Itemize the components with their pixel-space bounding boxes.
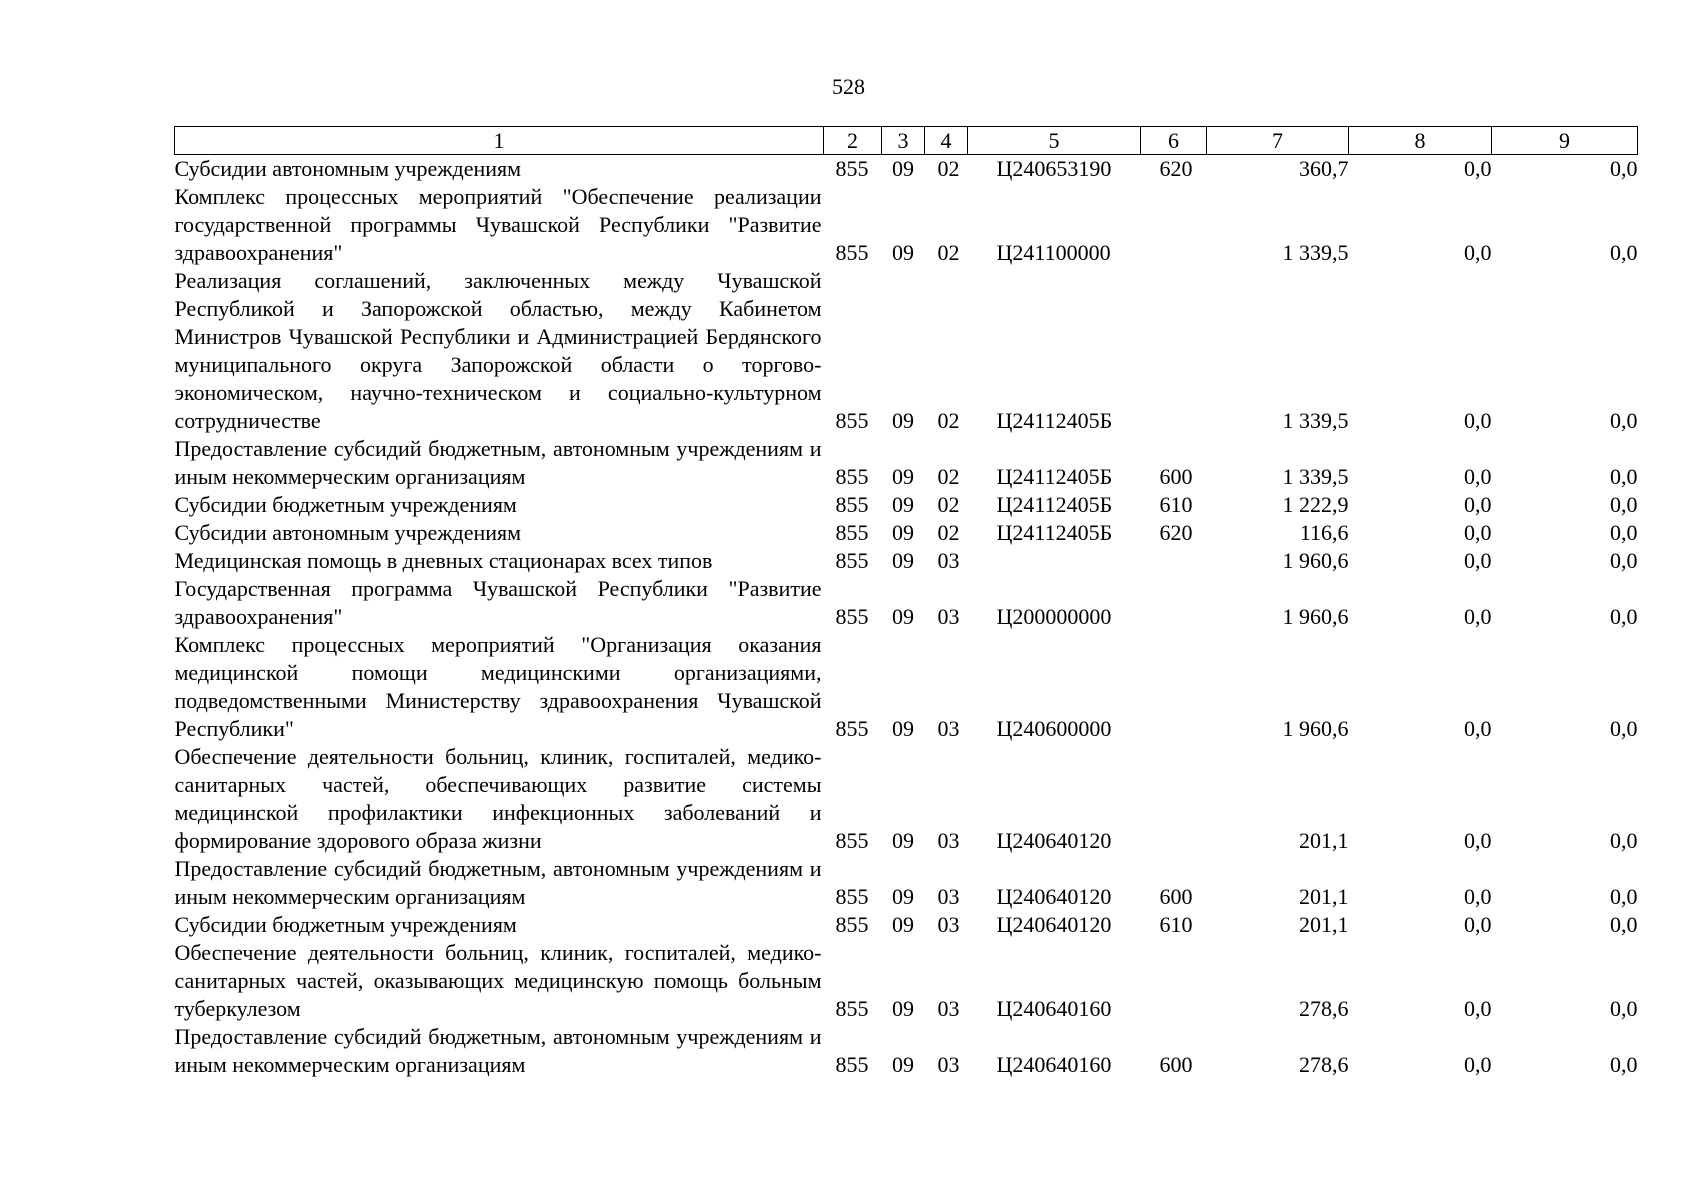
amount-col9-cell: 0,0 [1610, 520, 1638, 545]
column-header: 9 [1492, 127, 1638, 155]
row-name-cell: Субсидии автономным учреждениям [174, 156, 522, 181]
row-name-cell: Субсидии бюджетным учреждениям [174, 912, 517, 937]
section-code-cell: 09 [892, 1052, 914, 1077]
table-row [175, 155, 1638, 184]
row-name-cell: Обеспечение деятельности больниц, клиник, госпиталей, медико-санитарных частей, обеспечивающих развитие системы медицинской профилактики инфекционных заболеваний и формирование здорового образа жизни [174, 744, 822, 853]
expense-type-cell [1141, 939, 1207, 1023]
column-header: 4 [925, 127, 968, 155]
amount-col8-cell: 0,0 [1464, 884, 1492, 909]
target-article-cell: Ц24112405Б [996, 408, 1113, 433]
target-article-cell: Ц240640120 [996, 828, 1112, 853]
target-article-cell: Ц240600000 [996, 716, 1112, 741]
ministry-code-cell: 855 [835, 156, 869, 181]
subsection-code-cell: 03 [937, 912, 960, 937]
amount-col7-cell: 201,1 [1299, 884, 1349, 909]
target-article-cell: Ц240640160 [996, 996, 1112, 1021]
target-article-cell: Ц240640120 [996, 884, 1112, 909]
target-article-cell: Ц24112405Б [996, 492, 1113, 517]
amount-col7-cell: 201,1 [1299, 912, 1349, 937]
amount-col9-cell: 0,0 [1610, 912, 1638, 937]
column-header: 2 [824, 127, 882, 155]
amount-col9-cell: 0,0 [1610, 408, 1638, 433]
subsection-code-cell: 02 [937, 156, 960, 181]
amount-col7-cell: 1 960,6 [1282, 716, 1349, 741]
amount-col9-cell: 0,0 [1610, 464, 1638, 489]
ministry-code-cell: 855 [835, 492, 869, 517]
expense-type-cell [1141, 547, 1207, 575]
subsection-code-cell: 02 [937, 520, 960, 545]
row-name-cell: Предоставление субсидий бюджетным, автономным учреждениям и иным некоммерческим организациям [174, 1024, 822, 1077]
row-name-cell: Медицинская помощь в дневных стационарах всех типов [174, 548, 713, 573]
table-row [175, 1023, 1638, 1079]
target-article-cell: Ц240640120 [996, 912, 1112, 937]
table-row [175, 435, 1638, 491]
ministry-code-cell: 855 [835, 912, 869, 937]
expense-type-cell: 600 [1159, 464, 1193, 489]
subsection-code-cell: 03 [937, 604, 960, 629]
amount-col8-cell: 0,0 [1464, 828, 1492, 853]
amount-col7-cell: 1 960,6 [1282, 548, 1349, 573]
section-code-cell: 09 [892, 156, 914, 181]
amount-col8-cell: 0,0 [1464, 156, 1492, 181]
amount-col9-cell: 0,0 [1610, 240, 1638, 265]
ministry-code-cell: 855 [835, 996, 869, 1021]
section-code-cell: 09 [892, 548, 914, 573]
amount-col8-cell: 0,0 [1464, 996, 1492, 1021]
column-header: 7 [1207, 127, 1349, 155]
amount-col8-cell: 0,0 [1464, 1052, 1492, 1077]
table-row [175, 547, 1638, 575]
ministry-code-cell: 855 [835, 520, 869, 545]
column-header: 6 [1141, 127, 1207, 155]
amount-col9-cell: 0,0 [1610, 492, 1638, 517]
subsection-code-cell: 03 [937, 548, 960, 573]
amount-col8-cell: 0,0 [1464, 408, 1492, 433]
subsection-code-cell: 03 [937, 716, 960, 741]
ministry-code-cell: 855 [835, 240, 869, 265]
table-row [175, 575, 1638, 631]
table-body [175, 155, 1638, 1080]
amount-col9-cell: 0,0 [1610, 716, 1638, 741]
expense-type-cell [1141, 183, 1207, 267]
target-article-cell [968, 547, 1141, 575]
subsection-code-cell: 03 [937, 828, 960, 853]
section-code-cell: 09 [892, 912, 914, 937]
amount-col9-cell: 0,0 [1610, 604, 1638, 629]
amount-col7-cell: 278,6 [1299, 1052, 1349, 1077]
target-article-cell: Ц241100000 [996, 240, 1111, 265]
ministry-code-cell: 855 [835, 604, 869, 629]
section-code-cell: 09 [892, 520, 914, 545]
table-row [175, 743, 1638, 855]
column-header: 3 [882, 127, 925, 155]
section-code-cell: 09 [892, 604, 914, 629]
amount-col8-cell: 0,0 [1464, 520, 1492, 545]
amount-col9-cell: 0,0 [1610, 156, 1638, 181]
amount-col8-cell: 0,0 [1464, 240, 1492, 265]
page-number: 528 [832, 74, 865, 99]
amount-col9-cell: 0,0 [1610, 884, 1638, 909]
amount-col7-cell: 1 339,5 [1282, 464, 1349, 489]
row-name-cell: Реализация соглашений, заключенных между Чувашской Республикой и Запорожской областью, между Кабинетом Министров Чувашской Республики и Администрацией Бердянского муниципального округа Запорожской области о торгово-экономическом, научно-техническом и социально-культурном сотрудничестве [174, 268, 822, 433]
amount-col9-cell: 0,0 [1610, 996, 1638, 1021]
table-row [175, 631, 1638, 743]
expense-type-cell [1141, 267, 1207, 435]
ministry-code-cell: 855 [835, 828, 869, 853]
expense-type-cell [1141, 743, 1207, 855]
row-name-cell: Предоставление субсидий бюджетным, автономным учреждениям и иным некоммерческим организациям [174, 436, 822, 489]
target-article-cell: Ц24112405Б [996, 520, 1113, 545]
amount-col8-cell: 0,0 [1464, 912, 1492, 937]
amount-col9-cell: 0,0 [1610, 828, 1638, 853]
subsection-code-cell: 03 [937, 1052, 960, 1077]
table-row [175, 491, 1638, 519]
subsection-code-cell: 03 [937, 996, 960, 1021]
row-name-cell: Государственная программа Чувашской Республики "Развитие здравоохранения" [174, 576, 822, 629]
expense-type-cell: 620 [1159, 156, 1193, 181]
amount-col7-cell: 360,7 [1299, 156, 1349, 181]
section-code-cell: 09 [892, 240, 914, 265]
ministry-code-cell: 855 [835, 716, 869, 741]
subsection-code-cell: 02 [937, 464, 960, 489]
table-row [175, 183, 1638, 267]
row-name-cell: Обеспечение деятельности больниц, клиник, госпиталей, медико-санитарных частей, оказывающих медицинскую помощь больным туберкулезом [174, 940, 822, 1021]
subsection-code-cell: 02 [937, 408, 960, 433]
amount-col8-cell: 0,0 [1464, 716, 1492, 741]
ministry-code-cell: 855 [835, 408, 869, 433]
amount-col7-cell: 1 222,9 [1282, 492, 1349, 517]
target-article-cell: Ц24112405Б [996, 464, 1113, 489]
amount-col7-cell: 1 339,5 [1282, 240, 1349, 265]
ministry-code-cell: 855 [835, 884, 869, 909]
column-header: 5 [968, 127, 1141, 155]
section-code-cell: 09 [892, 408, 914, 433]
expense-type-cell [1141, 631, 1207, 743]
section-code-cell: 09 [892, 492, 914, 517]
expense-type-cell: 600 [1159, 884, 1193, 909]
table-row [175, 267, 1638, 435]
subsection-code-cell: 02 [937, 240, 960, 265]
budget-table [174, 126, 1638, 1079]
row-name-cell: Субсидии автономным учреждениям [174, 520, 522, 545]
target-article-cell: Ц200000000 [996, 604, 1112, 629]
section-code-cell: 09 [892, 996, 914, 1021]
section-code-cell: 09 [892, 828, 914, 853]
expense-type-cell: 620 [1159, 520, 1193, 545]
amount-col8-cell: 0,0 [1464, 604, 1492, 629]
column-header: 1 [175, 127, 824, 155]
subsection-code-cell: 02 [937, 492, 960, 517]
amount-col7-cell: 116,6 [1299, 520, 1349, 545]
column-header: 8 [1349, 127, 1492, 155]
ministry-code-cell: 855 [835, 548, 869, 573]
section-code-cell: 09 [892, 716, 914, 741]
amount-col8-cell: 0,0 [1464, 464, 1492, 489]
row-name-cell: Комплекс процессных мероприятий "Обеспечение реализации государственной программы Чувашской Республики "Развитие здравоохранения" [174, 184, 822, 265]
row-name-cell: Предоставление субсидий бюджетным, автономным учреждениям и иным некоммерческим организациям [174, 856, 822, 909]
expense-type-cell [1141, 575, 1207, 631]
amount-col7-cell: 1 339,5 [1282, 408, 1349, 433]
amount-col7-cell: 278,6 [1299, 996, 1349, 1021]
target-article-cell: Ц240653190 [996, 156, 1112, 181]
section-code-cell: 09 [892, 464, 914, 489]
amount-col7-cell: 1 960,6 [1282, 604, 1349, 629]
amount-col8-cell: 0,0 [1464, 492, 1492, 517]
ministry-code-cell: 855 [835, 464, 869, 489]
amount-col9-cell: 0,0 [1610, 548, 1638, 573]
table-row [175, 939, 1638, 1023]
amount-col7-cell: 201,1 [1299, 828, 1349, 853]
table-row [175, 911, 1638, 939]
ministry-code-cell: 855 [835, 1052, 869, 1077]
amount-col9-cell: 0,0 [1610, 1052, 1638, 1077]
table-row [175, 519, 1638, 547]
row-name-cell: Комплекс процессных мероприятий "Организация оказания медицинской помощи медицинскими организациями, подведомственными Министерству здравоохранения Чувашской Республики" [174, 632, 822, 741]
expense-type-cell: 600 [1159, 1052, 1193, 1077]
table-row [175, 855, 1638, 911]
amount-col8-cell: 0,0 [1464, 548, 1492, 573]
expense-type-cell: 610 [1159, 912, 1193, 937]
column-number-header [175, 127, 1638, 155]
target-article-cell: Ц240640160 [996, 1052, 1112, 1077]
row-name-cell: Субсидии бюджетным учреждениям [174, 492, 517, 517]
section-code-cell: 09 [892, 884, 914, 909]
subsection-code-cell: 03 [937, 884, 960, 909]
expense-type-cell: 610 [1159, 492, 1193, 517]
